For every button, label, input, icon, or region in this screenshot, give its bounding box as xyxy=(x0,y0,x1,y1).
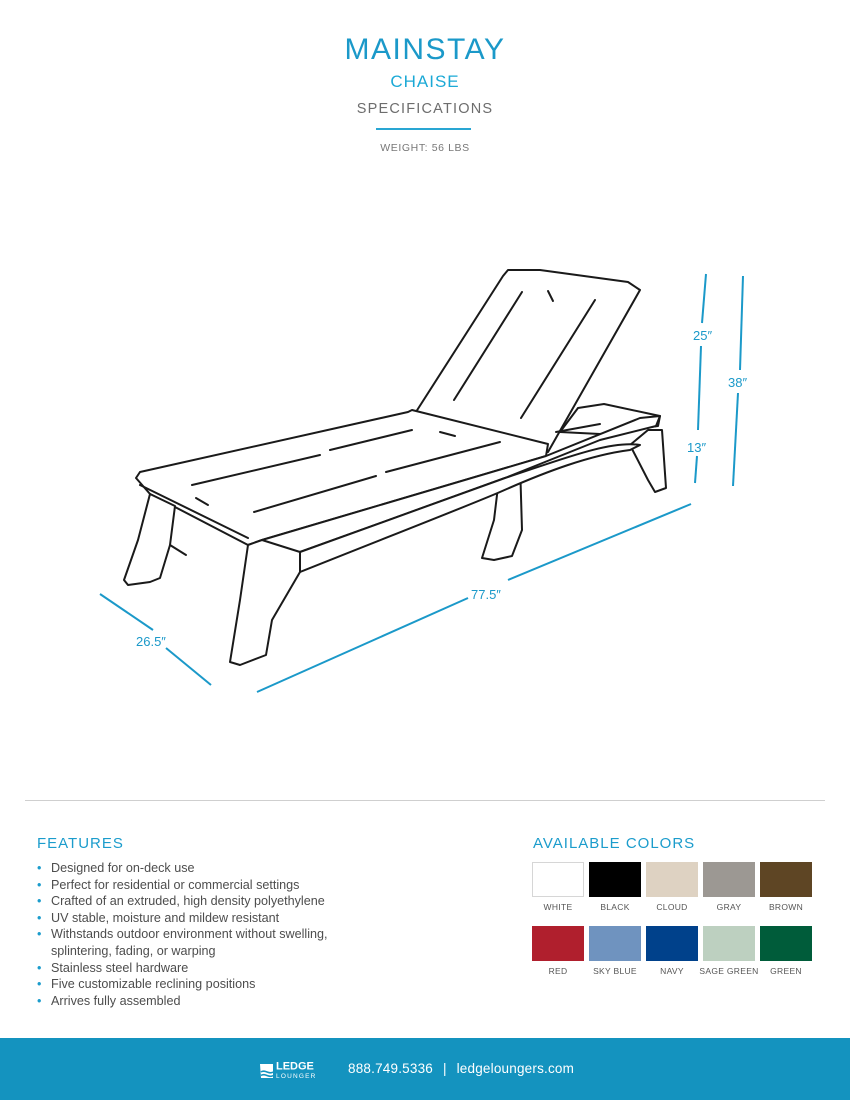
swatch-label-sage-green: SAGE GREEN xyxy=(699,966,759,976)
rear-right-leg xyxy=(630,430,666,492)
feature-item: • Crafted of an extruded, high density polyethylene xyxy=(37,893,437,910)
svg-text:LEDGE: LEDGE xyxy=(276,1060,314,1073)
swatch-label-navy: NAVY xyxy=(660,966,684,976)
feature-item: • Withstands outdoor environment without swelling, splintering, fading, or warping xyxy=(37,926,381,959)
feature-item: • Designed for on-deck use xyxy=(37,860,437,877)
swatch-sky-blue xyxy=(589,926,641,961)
swatch-brown xyxy=(760,862,812,897)
feature-item: • Arrives fully assembled xyxy=(37,993,437,1010)
chaise-illustration xyxy=(0,160,850,720)
product-subtitle: CHAISE xyxy=(390,72,460,91)
swatch-label-white: WHITE xyxy=(543,902,573,912)
swatch-cloud xyxy=(646,862,698,897)
footer-separator: | xyxy=(442,1061,447,1076)
swatch-gray xyxy=(703,862,755,897)
swatch-red xyxy=(532,926,584,961)
swatch-navy xyxy=(646,926,698,961)
features-list xyxy=(37,860,437,1009)
swatch-label-black: BLACK xyxy=(600,902,630,912)
feature-item: • Stainless steel hardware xyxy=(37,960,437,977)
weight-label: WEIGHT: 56 LBS xyxy=(380,142,470,154)
features-heading: FEATURES xyxy=(37,835,124,852)
colors-heading: AVAILABLE COLORS xyxy=(533,835,696,852)
dim-width: 26.5″ xyxy=(136,634,166,649)
footer-website-link[interactable]: ledgeloungers.com xyxy=(456,1061,575,1076)
section-heading: SPECIFICATIONS xyxy=(356,101,494,117)
swatch-white xyxy=(532,862,584,897)
rear-left-leg xyxy=(230,540,300,665)
swatch-label-sky-blue: SKY BLUE xyxy=(593,966,637,976)
footer-phone[interactable]: 888.749.5336 xyxy=(348,1061,433,1076)
dim-total-height: 38″ xyxy=(728,375,748,390)
svg-text:LOUNGER: LOUNGER xyxy=(276,1073,317,1080)
swatch-label-cloud: CLOUD xyxy=(656,902,688,912)
swatch-label-gray: GRAY xyxy=(716,902,742,912)
swatch-label-red: RED xyxy=(548,966,568,976)
product-title: MAINSTAY xyxy=(344,33,506,66)
ledge-lounger-logo xyxy=(259,1058,329,1080)
swatch-label-brown: BROWN xyxy=(768,902,804,912)
dim-seat-height: 13″ xyxy=(687,440,707,455)
dim-back-height: 25″ xyxy=(693,328,713,343)
feature-item: • UV stable, moisture and mildew resistant xyxy=(37,910,437,927)
footer-contact xyxy=(348,1061,574,1076)
feature-item: • Perfect for residential or commercial settings xyxy=(37,877,437,894)
swatch-sage-green xyxy=(703,926,755,961)
feature-item: • Five customizable reclining positions xyxy=(37,976,437,993)
front-left-leg xyxy=(124,494,175,585)
dim-length: 77.5″ xyxy=(471,587,501,602)
section-divider xyxy=(25,800,825,801)
heading-rule xyxy=(376,128,471,130)
swatch-black xyxy=(589,862,641,897)
swatch-label-green: GREEN xyxy=(770,966,802,976)
swatch-green xyxy=(760,926,812,961)
